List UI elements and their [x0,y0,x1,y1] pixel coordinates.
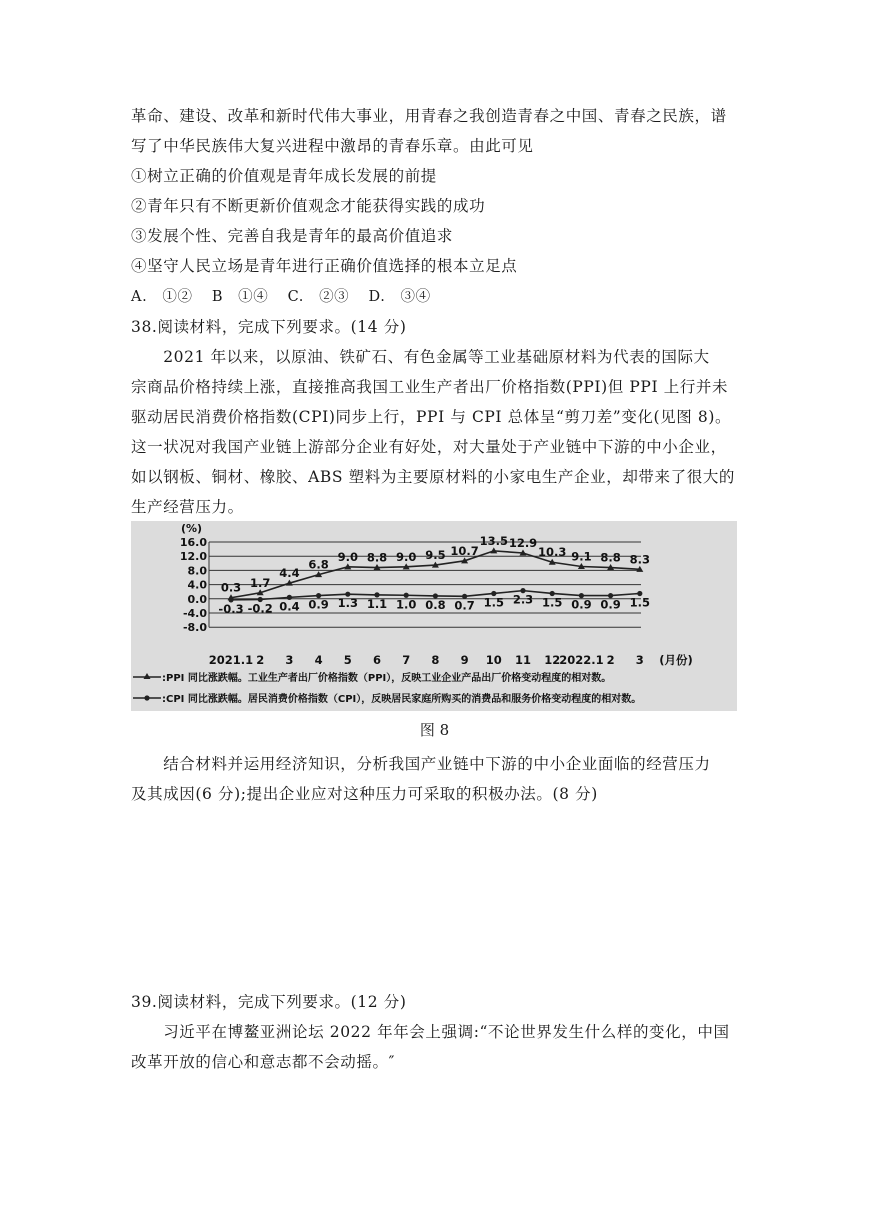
cpi-data-label: 1.5 [542,595,563,610]
x-tick-label: 9 [460,653,469,667]
y-tick-label: -8.0 [182,621,207,635]
q38-ask-line-1: 结合材料并运用经济知识，分析我国产业链中下游的中小企业面临的经营压力 [131,755,711,773]
statement-2: ②青年只有不断更新价值观念才能获得实践的成功 [131,197,486,215]
cpi-data-label: 1.3 [337,596,358,611]
statement-3: ③发展个性、完善自我是青年的最高价值追求 [131,227,454,245]
q38-para-line-3: 驱动居民消费价格指数(CPI)同步上行，PPI 与 CPI 总体呈“剪刀差”变化(见图 8)。 [131,408,732,426]
statement-4: ④坚守人民立场是青年进行正确价值选择的根本立足点 [131,257,518,275]
statement-1: ①树立正确的价值观是青年成长发展的前提 [131,167,437,185]
option-d[interactable]: D. ③④ [368,289,431,305]
ppi-data-label: 6.8 [308,557,329,572]
x-tick-label: 3 [285,653,294,667]
answer-options [131,285,445,306]
x-tick-label: 4 [314,653,323,667]
cpi-data-label: 0.4 [279,599,300,614]
x-tick-label: 3 [635,653,644,667]
q39-title: 39.阅读材料，完成下列要求。(12 分) [131,993,407,1011]
legend-text-ppi: :PPI 同比涨跌幅。工业生产者出厂价格指数（PPI），反映工业企业产品出厂价格变动程度的相对数。 [162,673,612,684]
cpi-data-label: 1.1 [366,596,388,611]
ppi-data-label: 4.4 [279,566,300,581]
ppi-data-label: 8.3 [629,552,650,567]
cpi-data-label: 0.9 [600,597,621,612]
x-axis-label: (月份) [659,653,693,667]
y-tick-label: 0.0 [187,592,207,606]
x-tick-label: 6 [372,653,382,667]
q38-title: 38.阅读材料，完成下列要求。(14 分) [131,318,407,336]
q38-para-line-5: 如以钢板、铜材、橡胶、ABS 塑料为主要原材料的小家电生产企业，却带来了很大的 [131,468,736,486]
figure-8-chart [131,521,737,711]
cpi-data-label: 0.9 [571,597,592,612]
q39-para-line-1: 习近平在博鳌亚洲论坛 2022 年年会上强调:“不论世界发生什么样的变化，中国 [131,1023,730,1041]
y-tick-label: -4.0 [182,607,207,620]
ppi-data-label: 9.1 [571,549,592,564]
q38-para-line-1: 2021 年以来，以原油、铁矿石、有色金属等工业基础原材料为代表的国际大 [131,348,710,366]
intro-line-2: 写了中华民族伟大复兴进程中激昂的青春乐章。由此可见 [131,137,534,155]
ppi-data-label: 12.9 [508,536,538,551]
ppi-data-label: 9.0 [396,549,417,564]
x-tick-label: 2 [606,653,615,667]
y-tick-label: 4.0 [187,578,207,592]
q39-para-line-2: 改革开放的信心和意志都不会动摇。″ [131,1053,395,1071]
q38-para-line-2: 宗商品价格持续上涨，直接推高我国工业生产者出厂价格指数(PPI)但 PPI 上行并未 [131,378,729,396]
cpi-data-label: 0.9 [308,597,329,612]
chart-svg [131,521,737,711]
cpi-data-label: -0.3 [218,601,244,616]
option-c[interactable]: C. ②③ [287,289,350,305]
ppi-data-label: 13.5 [479,533,508,548]
ppi-data-label: 10.7 [450,543,479,558]
legend-text-cpi: :CPI 同比涨跌幅。居民消费价格指数（CPI），反映居民家庭所购买的消费品和服务价格变动程度的相对数。 [162,694,642,705]
x-tick-label: 5 [343,653,352,667]
figure-caption: 图 8 [419,721,450,739]
x-tick-label: 7 [402,653,411,667]
q38-para-line-6: 生产经营压力。 [131,498,244,516]
ppi-data-label: 8.8 [366,550,388,565]
option-a[interactable]: A. ①② [131,289,193,305]
cpi-data-label: 0.7 [454,598,475,613]
cpi-data-label: 1.0 [396,597,417,612]
cpi-data-label: -0.2 [247,601,273,616]
x-tick-label: 2021.1 [208,653,254,667]
x-tick-label: 10 [485,653,502,667]
ppi-data-label: 10.3 [538,545,567,560]
cpi-data-label: 1.5 [483,595,504,610]
intro-line-1: 革命、建设、改革和新时代伟大事业，用青春之我创造青春之中国、青春之民族，谱 [131,107,727,125]
y-axis-label: (%) [181,522,203,535]
ppi-data-label: 0.3 [220,580,242,595]
q38-para-line-4: 这一状况对我国产业链上游部分企业有好处，对大量处于产业链中下游的中小企业， [131,438,727,456]
ppi-data-label: 8.8 [600,550,621,565]
cpi-data-label: 0.8 [425,597,446,612]
x-tick-label: 11 [514,653,532,667]
x-tick-label: 2 [256,653,265,667]
cpi-data-label: 1.5 [629,595,650,610]
legend-circle-marker [144,695,149,700]
x-tick-label: 8 [431,653,440,667]
ppi-data-label: 9.0 [337,549,358,564]
ppi-data-label: 1.7 [250,575,271,590]
option-b[interactable]: B ①④ [211,289,269,305]
x-tick-label: 2022.1 [559,653,604,667]
x-tick-label: 12 [544,653,561,667]
ppi-data-label: 9.5 [425,548,446,563]
y-tick-label: 8.0 [187,564,207,578]
y-tick-label: 12.0 [179,550,207,564]
cpi-data-label: 2.3 [512,592,534,607]
y-tick-label: 16.0 [179,536,207,549]
q38-ask-line-2: 及其成因(6 分);提出企业应对这种压力可采取的积极办法。(8 分) [131,785,598,803]
legend-triangle-marker [144,673,151,679]
